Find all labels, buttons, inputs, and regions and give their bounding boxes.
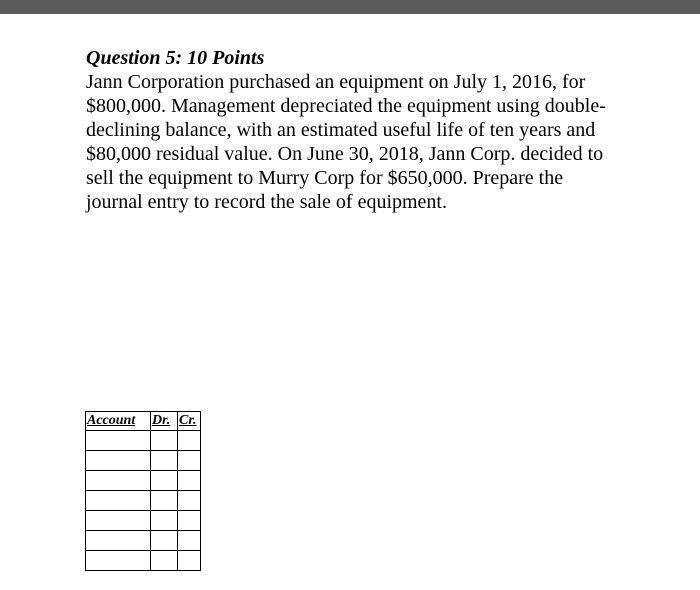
question-line: $800,000. Management depreciated the equipment using double- bbox=[86, 95, 606, 117]
cell-credit[interactable] bbox=[178, 551, 201, 571]
cell-credit[interactable] bbox=[178, 511, 201, 531]
header-account: Account bbox=[86, 412, 151, 431]
question-title: Question 5: 10 Points bbox=[86, 47, 265, 69]
cell-account[interactable] bbox=[86, 551, 151, 571]
table-header-row bbox=[86, 412, 201, 431]
cell-account[interactable] bbox=[86, 531, 151, 551]
header-debit: Dr. bbox=[151, 412, 178, 431]
cell-debit[interactable] bbox=[151, 551, 178, 571]
cell-account[interactable] bbox=[86, 511, 151, 531]
table-row bbox=[86, 471, 201, 491]
cell-account[interactable] bbox=[86, 491, 151, 511]
table-row bbox=[86, 531, 201, 551]
cell-account[interactable] bbox=[86, 431, 151, 451]
cell-credit[interactable] bbox=[178, 471, 201, 491]
cell-account[interactable] bbox=[86, 451, 151, 471]
cell-credit[interactable] bbox=[178, 431, 201, 451]
question-line: declining balance, with an estimated useful life of ten years and bbox=[86, 119, 596, 141]
table-row bbox=[86, 451, 201, 471]
question-line: sell the equipment to Murry Corp for $650,000. Prepare the bbox=[86, 167, 564, 189]
cell-credit[interactable] bbox=[178, 531, 201, 551]
cell-debit[interactable] bbox=[151, 531, 178, 551]
cell-debit[interactable] bbox=[151, 491, 178, 511]
cell-debit[interactable] bbox=[151, 451, 178, 471]
top-bar bbox=[0, 0, 700, 14]
cell-credit[interactable] bbox=[178, 451, 201, 471]
question-line: journal entry to record the sale of equipment. bbox=[86, 191, 447, 213]
question-line: $80,000 residual value. On June 30, 2018, Jann Corp. decided to bbox=[86, 143, 604, 165]
cell-credit[interactable] bbox=[178, 491, 201, 511]
cell-debit[interactable] bbox=[151, 431, 178, 451]
cell-account[interactable] bbox=[86, 471, 151, 491]
question-block bbox=[86, 46, 676, 214]
table-row bbox=[86, 551, 201, 571]
header-credit: Cr. bbox=[178, 412, 201, 431]
question-line: Jann Corporation purchased an equipment on July 1, 2016, for bbox=[86, 71, 586, 93]
journal-entry-table bbox=[85, 411, 201, 571]
cell-debit[interactable] bbox=[151, 471, 178, 491]
question-body bbox=[86, 70, 676, 214]
cell-debit[interactable] bbox=[151, 511, 178, 531]
table-row bbox=[86, 431, 201, 451]
table-row bbox=[86, 491, 201, 511]
table-row bbox=[86, 511, 201, 531]
